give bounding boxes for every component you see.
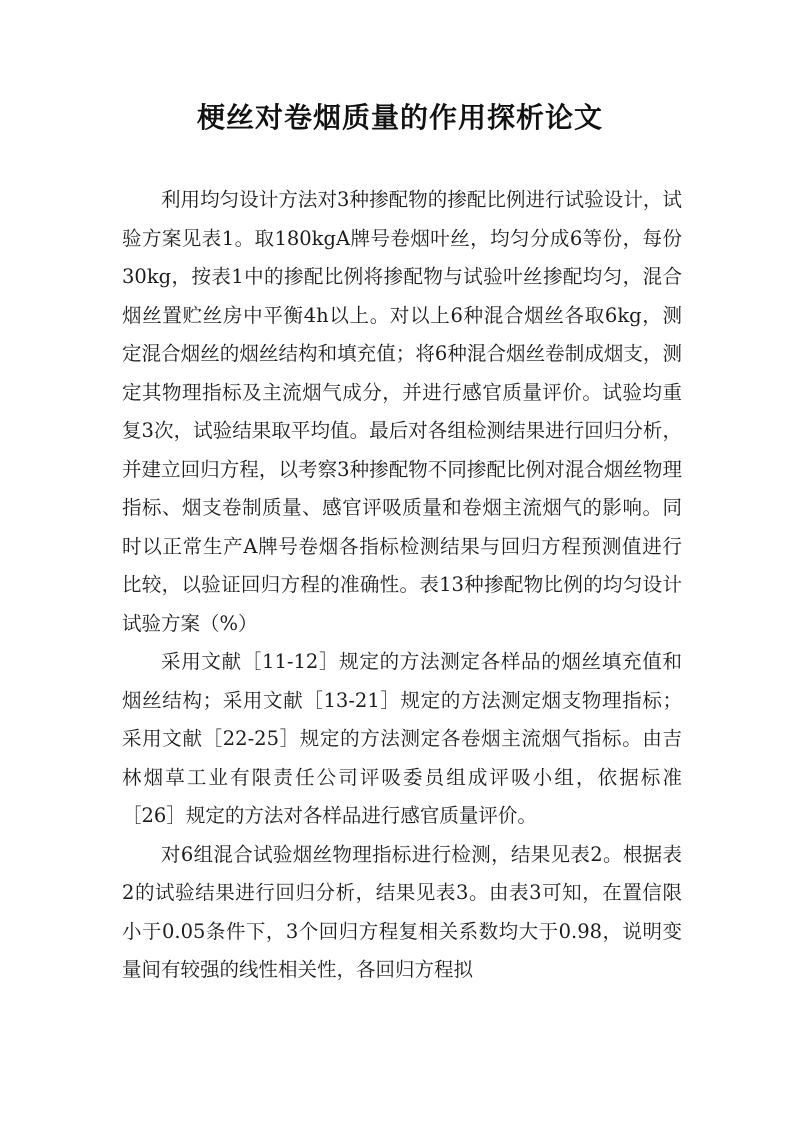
paragraph-results: 对6组混合试验烟丝物理指标进行检测，结果见表2。根据表2的试验结果进行回归分析，结果见表3。由表3可知，在置信限小于0.05条件下，3个回归方程复相关系数均大于0.98，说明变量间有较强的线性相关性，各回归方程拟 [122, 842, 682, 981]
document-title: 梗丝对卷烟质量的作用探析论文 [196, 101, 603, 134]
paragraph-references: 采用文献［11-12］规定的方法测定各样品的烟丝填充值和烟丝结构；采用文献［13-21］规定的方法测定烟支物理指标；采用文献［22-25］规定的方法测定各卷烟主流烟气指标。由吉林烟草工业有限责任公司评吸委员组成评吸小组，依据标准［26］规定的方法对各样品进行感官质量评价。 [122, 650, 682, 827]
paragraph-method: 利用均匀设计方法对3种掺配物的掺配比例进行试验设计，试验方案见表1。取180kgA牌号卷烟叶丝，均匀分成6等份，每份30kg，按表1中的掺配比例将掺配物与试验叶丝掺配均匀，混合烟丝置贮丝房中平衡4h以上。对以上6种混合烟丝各取6kg，测定混合烟丝的烟丝结构和填充值；将6种混合烟丝卷制成烟支，测定其物理指标及主流烟气成分，并进行感官质量评价。试验均重复3次，试验结果取平均值。最后对各组检测结果进行回归分析，并建立回归方程，以考察3种掺配物不同掺配比例对混合烟丝物理指标、烟支卷制质量、感官评吸质量和卷烟主流烟气的影响。同时以正常生产A牌号卷烟各指标检测结果与回归方程预测值进行比较，以验证回归方程的准确性。表13种掺配物比例的均匀设计试验方案（%） [122, 188, 682, 635]
document-body [122, 181, 682, 990]
